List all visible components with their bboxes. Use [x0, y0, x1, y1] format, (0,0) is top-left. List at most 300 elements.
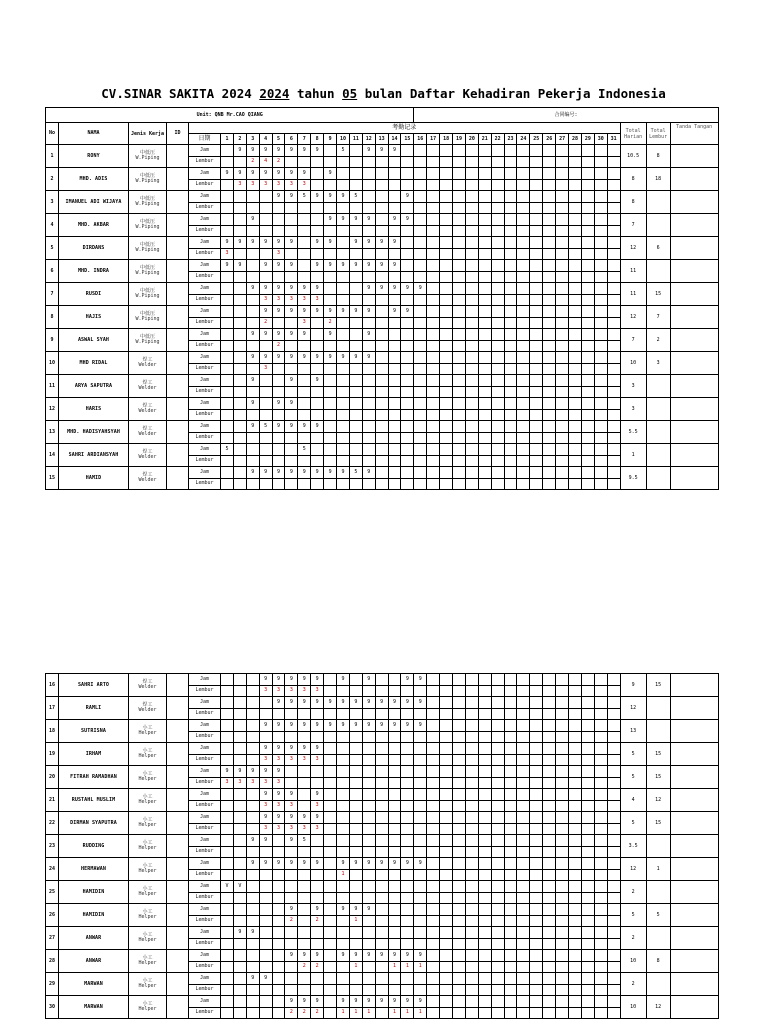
lembur-label: Lembur: [189, 179, 221, 191]
jam-cell: [504, 720, 517, 732]
day-number-8: 8: [311, 134, 324, 145]
jam-cell: [388, 329, 401, 341]
table-row: [46, 168, 719, 180]
lembur-cell: [594, 156, 607, 168]
jam-cell: 9: [414, 283, 427, 295]
job-type-en: Helper: [138, 753, 157, 759]
jam-cell: [594, 697, 607, 709]
table-row: [46, 674, 719, 686]
lembur-cell: [569, 846, 582, 858]
lembur-cell: [504, 317, 517, 329]
lembur-cell: [530, 800, 543, 812]
worker-name: MARWAN: [59, 996, 129, 1019]
jam-cell: [594, 237, 607, 249]
jam-cell: [440, 421, 453, 433]
lembur-cell: [530, 1007, 543, 1019]
lembur-cell: [453, 294, 466, 306]
worker-name: RAMLI: [59, 697, 129, 720]
jam-cell: [556, 467, 569, 479]
jam-cell: [530, 329, 543, 341]
lembur-cell: [581, 386, 594, 398]
jam-cell: 9: [375, 237, 388, 249]
col-signature-header: Tanda Tangan: [670, 123, 718, 145]
jam-cell: 9: [311, 237, 324, 249]
table-row: [46, 214, 719, 226]
lembur-cell: [375, 432, 388, 444]
lembur-cell: [556, 754, 569, 766]
lembur-cell: [375, 386, 388, 398]
jam-cell: [427, 375, 440, 387]
jam-cell: 9: [233, 260, 246, 272]
lembur-cell: [569, 708, 582, 720]
lembur-cell: [324, 432, 337, 444]
jam-cell: [388, 444, 401, 456]
lembur-cell: [349, 846, 362, 858]
lembur-cell: [427, 294, 440, 306]
jam-cell: [349, 812, 362, 824]
lembur-cell: [337, 961, 350, 973]
lembur-cell: [440, 846, 453, 858]
jam-cell: [311, 973, 324, 985]
jam-cell: [453, 766, 466, 778]
lembur-cell: [414, 156, 427, 168]
lembur-cell: [349, 340, 362, 352]
jam-cell: [453, 421, 466, 433]
lembur-cell: [491, 386, 504, 398]
worker-id: [167, 398, 189, 421]
lembur-cell: [440, 455, 453, 467]
lembur-cell: [311, 731, 324, 743]
jam-cell: 9: [298, 858, 311, 870]
lembur-cell: [543, 846, 556, 858]
job-type-en: Welder: [138, 477, 157, 483]
lembur-cell: [349, 685, 362, 697]
jam-cell: 9: [272, 720, 285, 732]
worker-name: DIRMAN SYAPUTRA: [59, 812, 129, 835]
jam-cell: [594, 467, 607, 479]
jam-label: Jam: [189, 858, 221, 870]
worker-id: [167, 812, 189, 835]
jam-cell: [401, 444, 414, 456]
job-type-cn: 中低压: [139, 265, 155, 271]
jam-cell: [569, 674, 582, 686]
jam-cell: [556, 812, 569, 824]
lembur-cell: [453, 869, 466, 881]
jam-cell: [453, 214, 466, 226]
lembur-cell: [440, 754, 453, 766]
jam-cell: [453, 467, 466, 479]
jam-cell: [375, 329, 388, 341]
jam-cell: [504, 697, 517, 709]
jam-cell: 9: [285, 329, 298, 341]
job-type-en: Helper: [138, 845, 157, 851]
jam-label: Jam: [189, 191, 221, 203]
lembur-cell: [453, 363, 466, 375]
jam-cell: [388, 927, 401, 939]
jam-cell: 9: [285, 260, 298, 272]
lembur-cell: [414, 432, 427, 444]
lembur-cell: [556, 248, 569, 260]
jam-cell: 9: [285, 812, 298, 824]
lembur-cell: [414, 754, 427, 766]
lembur-cell: [504, 984, 517, 996]
jam-cell: 5: [298, 191, 311, 203]
lembur-cell: [311, 363, 324, 375]
jam-cell: 9: [285, 858, 298, 870]
jam-cell: [362, 812, 375, 824]
lembur-cell: [298, 869, 311, 881]
jam-cell: [569, 260, 582, 272]
jam-cell: 9: [311, 421, 324, 433]
lembur-cell: [543, 478, 556, 490]
jam-cell: [324, 789, 337, 801]
jam-cell: [362, 927, 375, 939]
lembur-cell: [298, 271, 311, 283]
jam-cell: [414, 421, 427, 433]
total-harian: 13: [620, 720, 646, 743]
lembur-cell: [569, 271, 582, 283]
lembur-cell: [530, 915, 543, 927]
lembur-cell: [375, 202, 388, 214]
jam-cell: 5: [221, 444, 234, 456]
lembur-cell: [427, 1007, 440, 1019]
total-harian: 10: [620, 352, 646, 375]
lembur-cell: [607, 869, 620, 881]
lembur-cell: [569, 777, 582, 789]
lembur-cell: [221, 271, 234, 283]
jam-cell: [221, 375, 234, 387]
signature-cell: [670, 306, 718, 329]
lembur-cell: [311, 179, 324, 191]
jam-cell: 9: [311, 697, 324, 709]
jam-cell: [569, 352, 582, 364]
jam-cell: [581, 375, 594, 387]
lembur-cell: [362, 271, 375, 283]
lembur-cell: [221, 156, 234, 168]
jam-cell: [272, 375, 285, 387]
lembur-cell: 3: [311, 685, 324, 697]
jam-cell: 9: [388, 283, 401, 295]
lembur-cell: [594, 846, 607, 858]
jam-cell: 9: [375, 697, 388, 709]
jam-cell: [401, 835, 414, 847]
job-type-cn: 焊工: [142, 472, 153, 478]
jam-cell: 9: [298, 812, 311, 824]
worker-id: [167, 858, 189, 881]
lembur-cell: [221, 225, 234, 237]
jam-cell: [478, 973, 491, 985]
lembur-cell: [491, 363, 504, 375]
jam-cell: [362, 375, 375, 387]
jam-cell: [375, 421, 388, 433]
lembur-cell: [324, 731, 337, 743]
jam-cell: [233, 812, 246, 824]
lembur-cell: [517, 179, 530, 191]
jam-cell: [543, 260, 556, 272]
jam-cell: [221, 858, 234, 870]
lembur-cell: [504, 179, 517, 191]
jam-cell: [324, 283, 337, 295]
jam-cell: [581, 743, 594, 755]
jam-cell: [414, 260, 427, 272]
lembur-cell: [272, 363, 285, 375]
jam-cell: [324, 398, 337, 410]
lembur-cell: [324, 340, 337, 352]
lembur-cell: [285, 777, 298, 789]
lembur-cell: [594, 915, 607, 927]
jam-cell: [478, 904, 491, 916]
jam-cell: 9: [375, 950, 388, 962]
worker-number: 29: [46, 973, 59, 996]
lembur-cell: [285, 156, 298, 168]
jam-cell: [478, 812, 491, 824]
jam-cell: 9: [362, 352, 375, 364]
jam-cell: [530, 306, 543, 318]
lembur-cell: 2: [324, 317, 337, 329]
jam-cell: 9: [401, 858, 414, 870]
jam-cell: [569, 904, 582, 916]
jam-cell: [349, 789, 362, 801]
jam-cell: [285, 766, 298, 778]
lembur-cell: [594, 1007, 607, 1019]
lembur-cell: [259, 869, 272, 881]
lembur-cell: [285, 386, 298, 398]
lembur-cell: [221, 754, 234, 766]
worker-number: 7: [46, 283, 59, 306]
lembur-cell: [337, 317, 350, 329]
jam-cell: [324, 375, 337, 387]
lembur-cell: 2: [285, 915, 298, 927]
jam-cell: [465, 444, 478, 456]
lembur-cell: [465, 846, 478, 858]
lembur-cell: [388, 179, 401, 191]
lembur-cell: [517, 202, 530, 214]
worker-job-type: [129, 375, 167, 398]
lembur-cell: [440, 869, 453, 881]
jam-cell: [453, 191, 466, 203]
jam-cell: 9: [349, 306, 362, 318]
jam-cell: 9: [298, 743, 311, 755]
jam-cell: [556, 306, 569, 318]
lembur-cell: [349, 984, 362, 996]
jam-cell: [594, 421, 607, 433]
lembur-cell: [246, 915, 259, 927]
lembur-cell: [491, 409, 504, 421]
jam-cell: [465, 996, 478, 1008]
jam-label: Jam: [189, 789, 221, 801]
jam-cell: [414, 766, 427, 778]
jam-cell: [337, 766, 350, 778]
jam-cell: [453, 329, 466, 341]
jam-cell: [594, 904, 607, 916]
jam-label: Jam: [189, 237, 221, 249]
lembur-cell: [272, 317, 285, 329]
total-harian: 8: [620, 191, 646, 214]
jam-cell: [388, 191, 401, 203]
lembur-cell: 2: [311, 1007, 324, 1019]
worker-job-type: [129, 720, 167, 743]
worker-number: 25: [46, 881, 59, 904]
signature-cell: [670, 352, 718, 375]
jam-cell: [375, 743, 388, 755]
lembur-cell: [607, 317, 620, 329]
lembur-cell: [478, 386, 491, 398]
total-harian: 12: [620, 858, 646, 881]
jam-cell: [401, 743, 414, 755]
jam-cell: [221, 329, 234, 341]
jam-cell: [440, 720, 453, 732]
lembur-cell: [556, 386, 569, 398]
lembur-label: Lembur: [189, 432, 221, 444]
jam-cell: [491, 467, 504, 479]
jam-cell: [530, 398, 543, 410]
lembur-cell: [272, 846, 285, 858]
total-harian: 12: [620, 306, 646, 329]
jam-cell: 9: [311, 812, 324, 824]
lembur-cell: [594, 869, 607, 881]
lembur-cell: [569, 961, 582, 973]
jam-label: Jam: [189, 720, 221, 732]
lembur-cell: [581, 800, 594, 812]
jam-cell: [337, 168, 350, 180]
jam-cell: 9: [259, 743, 272, 755]
jam-cell: [246, 904, 259, 916]
lembur-cell: [401, 409, 414, 421]
lembur-cell: [272, 202, 285, 214]
lembur-cell: 1: [401, 1007, 414, 1019]
jam-cell: [504, 674, 517, 686]
jam-cell: [465, 927, 478, 939]
worker-number: 22: [46, 812, 59, 835]
lembur-cell: [414, 823, 427, 835]
lembur-cell: 3: [246, 179, 259, 191]
signature-cell: [670, 996, 718, 1019]
worker-id: [167, 168, 189, 191]
jam-cell: [246, 720, 259, 732]
lembur-cell: [246, 1007, 259, 1019]
jam-cell: [581, 720, 594, 732]
lembur-cell: [440, 478, 453, 490]
lembur-cell: [298, 340, 311, 352]
attendance-table-top: [45, 107, 719, 490]
jam-cell: [556, 329, 569, 341]
jam-cell: [324, 674, 337, 686]
jam-cell: [388, 743, 401, 755]
jam-cell: 9: [311, 467, 324, 479]
jam-cell: 9: [285, 168, 298, 180]
lembur-cell: [607, 984, 620, 996]
jam-cell: [504, 996, 517, 1008]
jam-cell: [556, 996, 569, 1008]
day-number-30: 30: [594, 134, 607, 145]
jam-cell: 9: [272, 812, 285, 824]
jam-cell: [311, 444, 324, 456]
lembur-cell: [375, 961, 388, 973]
job-type-en: Welder: [138, 385, 157, 391]
jam-cell: 9: [285, 720, 298, 732]
lembur-cell: [285, 225, 298, 237]
lembur-cell: [311, 317, 324, 329]
jam-cell: [440, 812, 453, 824]
jam-cell: [556, 191, 569, 203]
jam-cell: [337, 375, 350, 387]
jam-cell: [453, 375, 466, 387]
jam-cell: [349, 398, 362, 410]
day-number-26: 26: [543, 134, 556, 145]
lembur-cell: [504, 777, 517, 789]
jam-cell: [491, 674, 504, 686]
lembur-cell: [221, 432, 234, 444]
total-lembur: [646, 467, 670, 490]
jam-cell: [233, 444, 246, 456]
jam-cell: 9: [337, 904, 350, 916]
jam-cell: [530, 283, 543, 295]
jam-cell: [233, 720, 246, 732]
jam-cell: [556, 927, 569, 939]
lembur-cell: 3: [221, 777, 234, 789]
jam-cell: 9: [362, 306, 375, 318]
worker-id: [167, 766, 189, 789]
lembur-cell: [440, 363, 453, 375]
jam-cell: [465, 766, 478, 778]
lembur-cell: [504, 915, 517, 927]
lembur-cell: [298, 938, 311, 950]
jam-cell: 9: [272, 168, 285, 180]
jam-cell: 9: [221, 260, 234, 272]
lembur-cell: [388, 823, 401, 835]
lembur-cell: [272, 892, 285, 904]
jam-cell: 9: [401, 191, 414, 203]
day-number-25: 25: [530, 134, 543, 145]
jam-cell: [607, 743, 620, 755]
lembur-label: Lembur: [189, 984, 221, 996]
lembur-cell: [478, 846, 491, 858]
jam-cell: [556, 674, 569, 686]
lembur-cell: [556, 478, 569, 490]
jam-cell: [414, 444, 427, 456]
lembur-cell: [607, 432, 620, 444]
lembur-cell: [401, 179, 414, 191]
jam-cell: [414, 904, 427, 916]
worker-job-type: [129, 858, 167, 881]
lembur-label: Lembur: [189, 340, 221, 352]
table-row: [46, 835, 719, 847]
jam-cell: [453, 398, 466, 410]
day-number-19: 19: [453, 134, 466, 145]
jam-cell: [453, 145, 466, 157]
lembur-cell: [311, 478, 324, 490]
jam-cell: 9: [246, 375, 259, 387]
jam-cell: [517, 306, 530, 318]
lembur-cell: [246, 248, 259, 260]
lembur-cell: [581, 984, 594, 996]
lembur-cell: [594, 225, 607, 237]
jam-cell: [556, 283, 569, 295]
jam-cell: [607, 674, 620, 686]
lembur-cell: [233, 386, 246, 398]
lembur-cell: [375, 892, 388, 904]
lembur-cell: [375, 294, 388, 306]
jam-cell: 9: [324, 720, 337, 732]
table-row: [46, 145, 719, 157]
jam-cell: 9: [272, 352, 285, 364]
table-row: [46, 858, 719, 870]
lembur-cell: 4: [259, 156, 272, 168]
lembur-cell: [465, 708, 478, 720]
jam-cell: 9: [324, 697, 337, 709]
lembur-cell: [427, 800, 440, 812]
lembur-cell: [349, 823, 362, 835]
